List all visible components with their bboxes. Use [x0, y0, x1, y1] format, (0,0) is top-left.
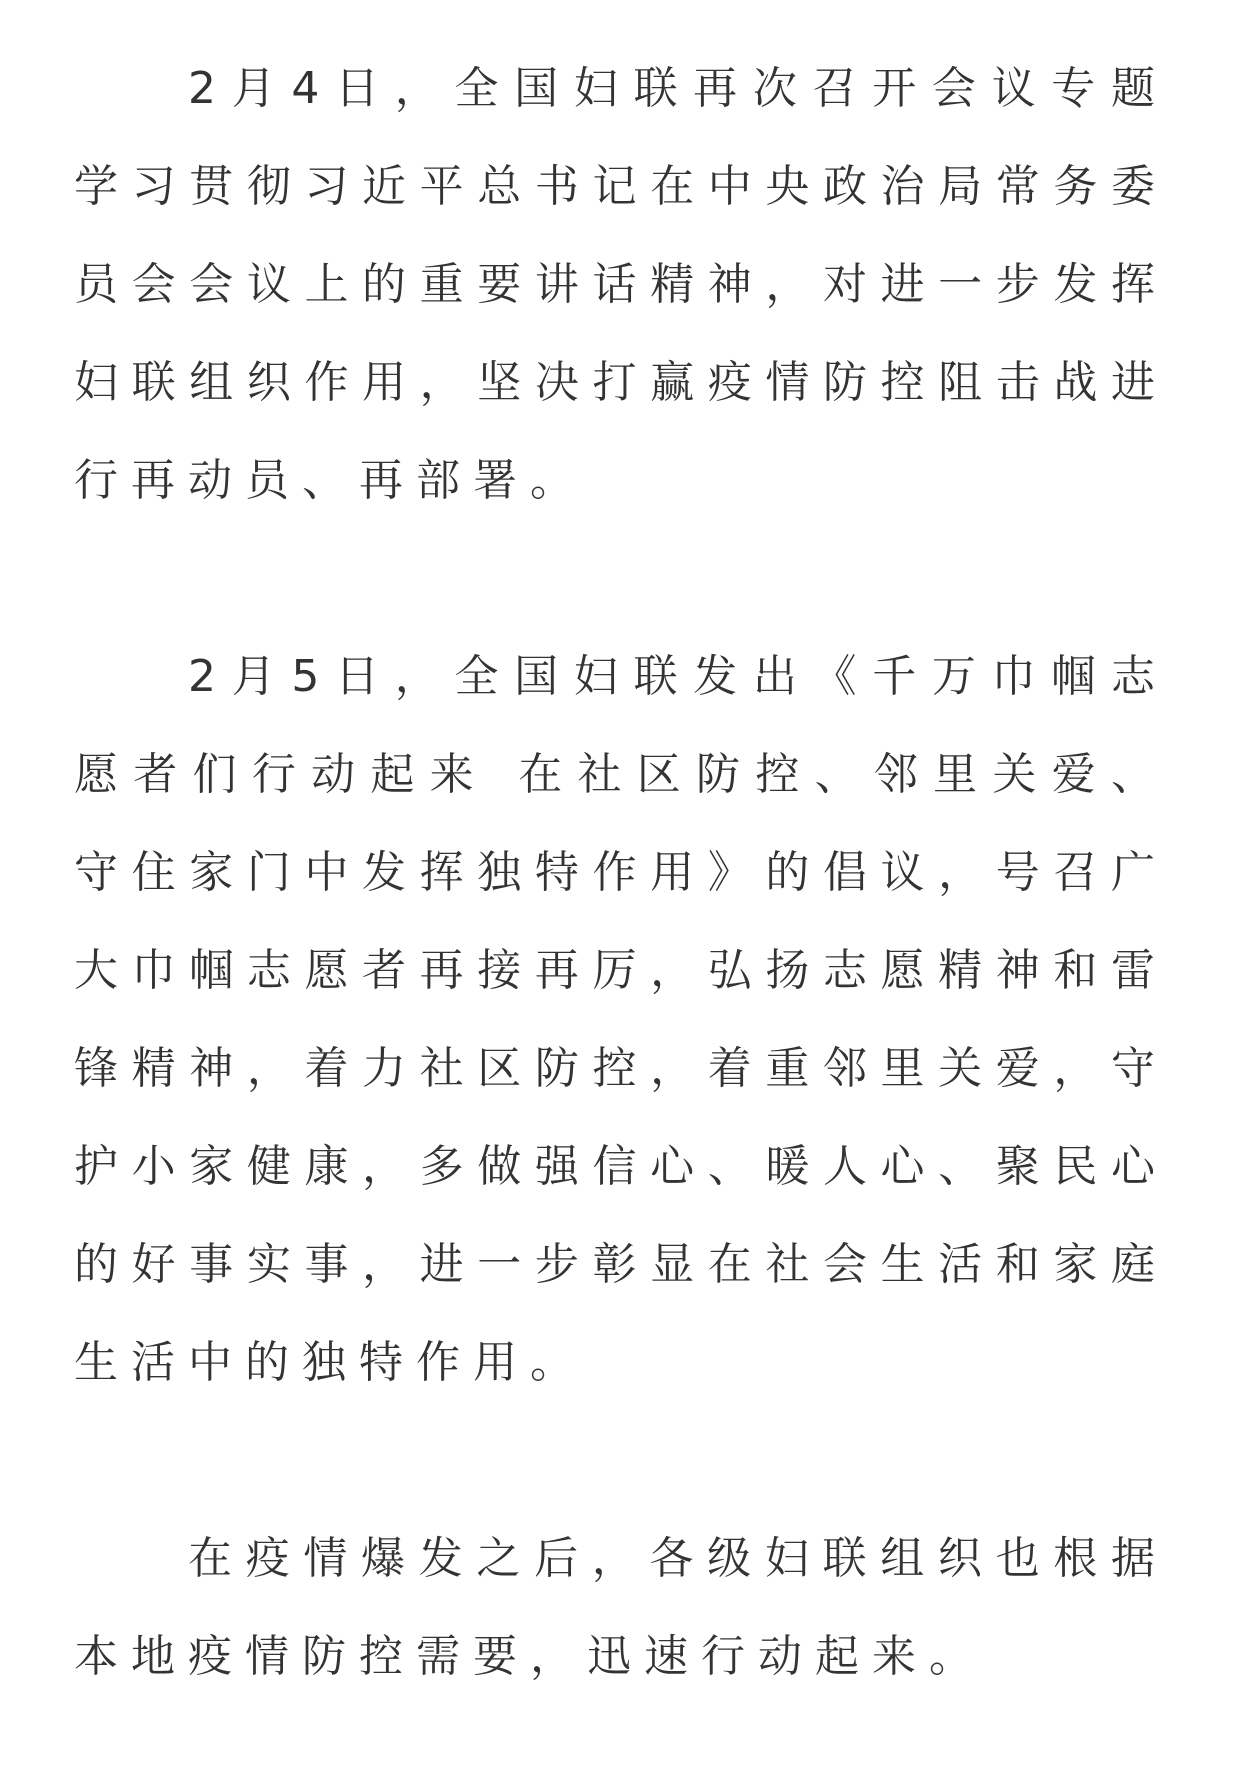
article-body — [74, 40, 1168, 1706]
paragraph-feb5: 2月5日，全国妇联发出《千万巾帼志愿者们行动起来 在社区防控、邻里关爱、守住家门中发挥独特作用》的倡议，号召广大巾帼志愿者再接再厉，弘扬志愿精神和雷锋精神，着力社区防控，着重邻里关爱，守护小家健康，多做强信心、暖人心、聚民心的好事实事，进一步彰显在社会生活和家庭生活中的独特作用。 — [74, 651, 1168, 1388]
paragraph-feb4: 2月4日，全国妇联再次召开会议专题学习贯彻习近平总书记在中央政治局常务委员会会议上的重要讲话精神，对进一步发挥妇联组织作用，坚决打赢疫情防控阻击战进行再动员、再部署。 — [74, 63, 1168, 506]
paragraph-local-action: 在疫情爆发之后，各级妇联组织也根据本地疫情防控需要，迅速行动起来。 — [74, 1533, 1168, 1682]
